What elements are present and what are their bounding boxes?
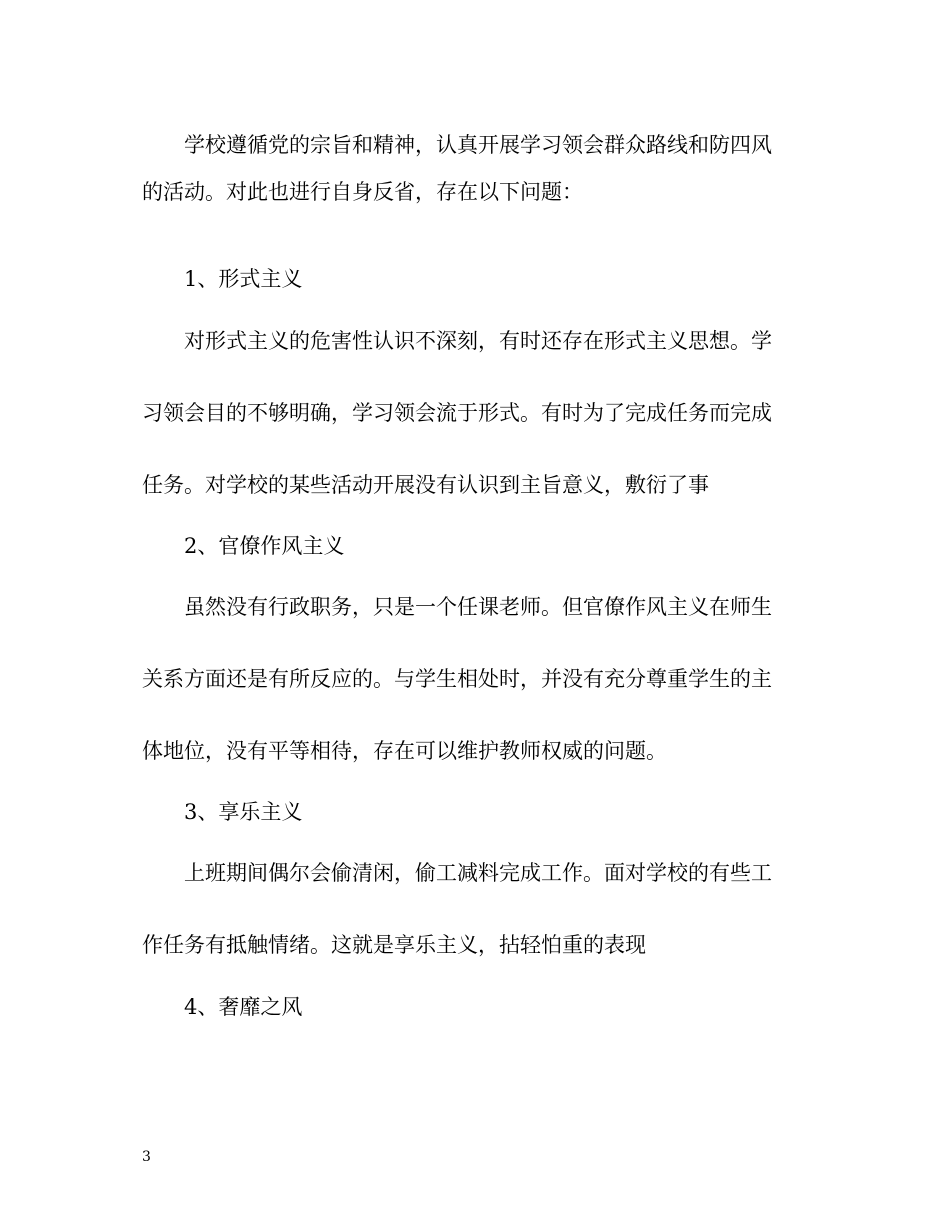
- paragraph-hedonism-line-2: 作任务有抵触情绪。这就是享乐主义，拈轻怕重的表现: [142, 933, 646, 957]
- paragraph-bureaucratism-line-2: 关系方面还是有所反应的。与学生相处时，并没有充分尊重学生的主: [142, 667, 772, 691]
- heading-extravagance: 4、奢靡之风: [184, 995, 303, 1019]
- heading-hedonism: 3、享乐主义: [184, 800, 303, 824]
- paragraph-formalism-line-1: 对形式主义的危害性认识不深刻，有时还存在形式主义思想。学: [184, 329, 772, 353]
- paragraph-formalism-line-2: 习领会目的不够明确，学习领会流于形式。有时为了完成任务而完成: [142, 401, 772, 425]
- page-number: 3: [142, 1149, 151, 1165]
- paragraph-formalism-line-3: 任务。对学校的某些活动开展没有认识到主旨意义，敷衍了事: [142, 473, 709, 497]
- heading-bureaucratism: 2、官僚作风主义: [184, 534, 345, 558]
- paragraph-bureaucratism-line-1: 虽然没有行政职务，只是一个任课老师。但官僚作风主义在师生: [184, 595, 772, 619]
- paragraph-intro-line-1: 学校遵循党的宗旨和精神，认真开展学习领会群众路线和防四风: [184, 133, 772, 157]
- paragraph-intro-line-2: 的活动。对此也进行自身反省，存在以下问题：: [142, 180, 583, 204]
- heading-formalism: 1、形式主义: [184, 267, 303, 291]
- paragraph-hedonism-line-1: 上班期间偶尔会偷清闲，偷工减料完成工作。面对学校的有些工: [184, 861, 772, 885]
- paragraph-bureaucratism-line-3: 体地位，没有平等相待，存在可以维护教师权威的问题。: [142, 739, 667, 763]
